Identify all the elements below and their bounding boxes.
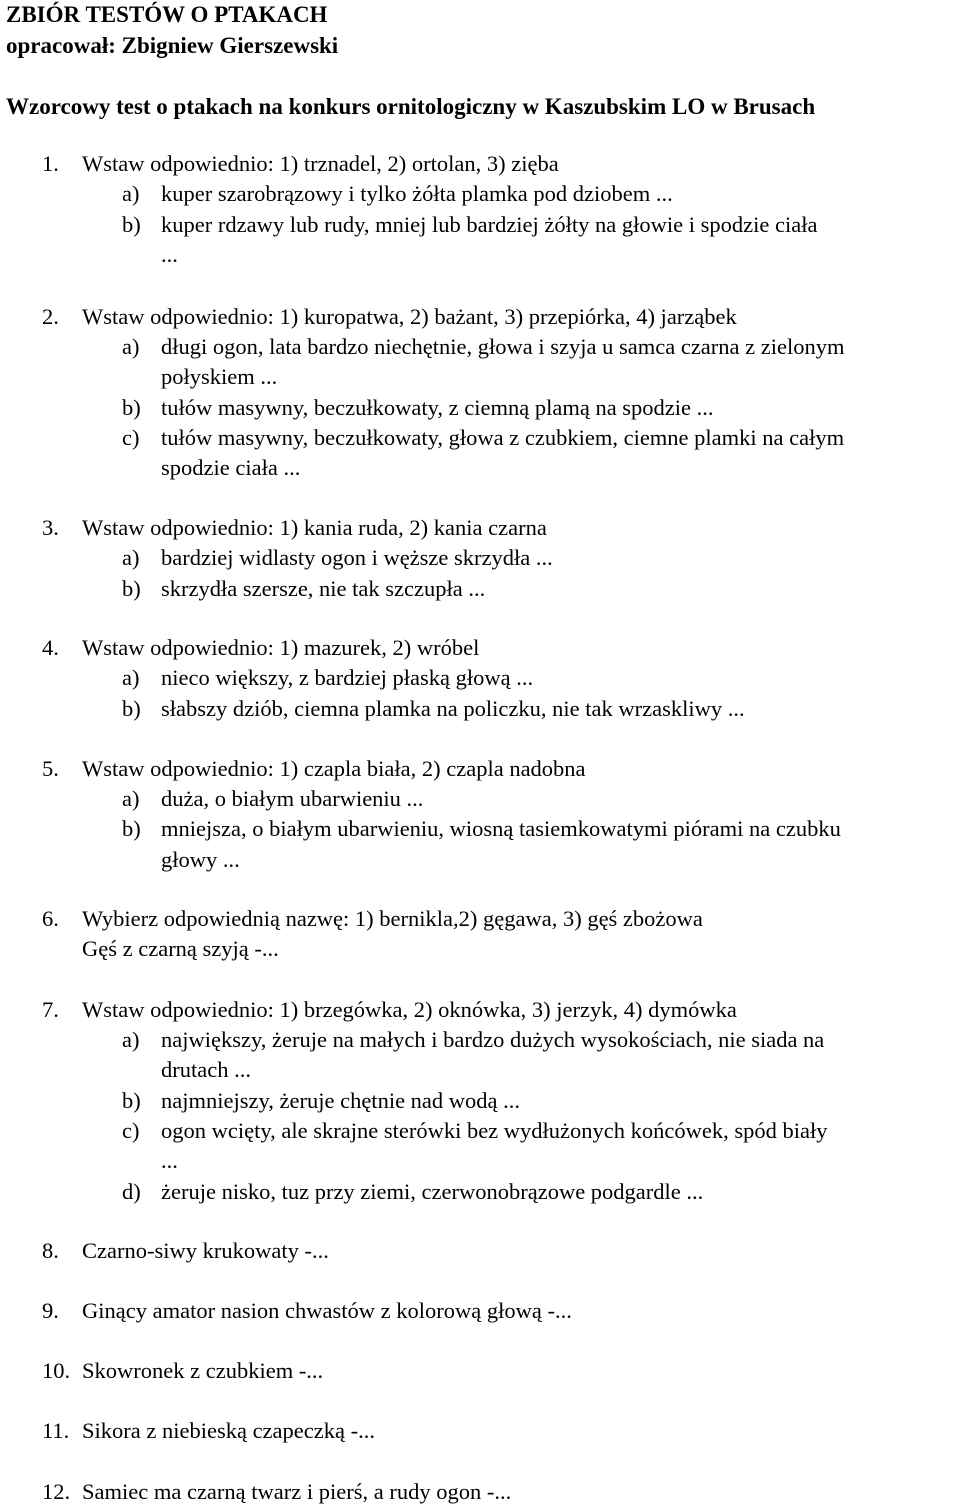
question-number: 7. — [42, 997, 59, 1022]
option-text: żeruje nisko, tuz przy ziemi, czerwonobrązowe podgardle ... — [161, 1179, 704, 1204]
option-label: a) — [122, 545, 140, 570]
option-label: d) — [122, 1179, 141, 1204]
option-text: bardziej widlasty ogon i węższe skrzydła ... — [161, 545, 553, 570]
option-label: a) — [122, 334, 140, 359]
question-number: 10. — [42, 1358, 71, 1383]
option-label: c) — [122, 1118, 140, 1143]
question-stem: Wstaw odpowiednio: 1) brzegówka, 2) oknówka, 3) jerzyk, 4) dymówka — [82, 997, 737, 1022]
question-number: 12. — [42, 1479, 71, 1504]
option-label: b) — [122, 395, 141, 420]
option-text: największy, żeruje na małych i bardzo dużych wysokościach, nie siada na — [161, 1027, 825, 1052]
doc-subtitle: Wzorcowy test o ptakach na konkurs ornitologiczny w Kaszubskim LO w Brusach — [6, 94, 816, 119]
question-number: 1. — [42, 151, 59, 176]
question-number: 6. — [42, 906, 59, 931]
question-stem: Ginący amator nasion chwastów z kolorową głową -... — [82, 1298, 572, 1323]
option-text: najmniejszy, żeruje chętnie nad wodą ... — [161, 1088, 521, 1113]
question-number: 8. — [42, 1238, 59, 1263]
option-text: drutach ... — [161, 1057, 251, 1082]
question-number: 9. — [42, 1298, 59, 1323]
option-label: b) — [122, 816, 141, 841]
question-stem: Skowronek z czubkiem -... — [82, 1358, 324, 1383]
option-label: b) — [122, 212, 141, 237]
option-text: nieco większy, z bardziej płaską głową ... — [161, 665, 534, 690]
option-label: b) — [122, 576, 141, 601]
option-label: b) — [122, 696, 141, 721]
option-text: tułów masywny, beczułkowaty, z ciemną plamą na spodzie ... — [161, 395, 714, 420]
question-stem: Wstaw odpowiednio: 1) trznadel, 2) ortolan, 3) zięba — [82, 151, 559, 176]
option-label: a) — [122, 665, 140, 690]
option-label: a) — [122, 181, 140, 206]
option-text: kuper szarobrązowy i tylko żółta plamka pod dziobem ... — [161, 181, 673, 206]
option-label: b) — [122, 1088, 141, 1113]
question-stem: Sikora z niebieską czapeczką -... — [82, 1418, 375, 1443]
option-text: mniejsza, o białym ubarwieniu, wiosną tasiemkowatymi piórami na czubku — [161, 816, 841, 841]
question-number: 4. — [42, 635, 59, 660]
option-text: ... — [161, 242, 178, 267]
question-number: 11. — [42, 1418, 70, 1443]
question-stem: Wybierz odpowiednią nazwę: 1) bernikla,2) gęgawa, 3) gęś zbożowa — [82, 906, 703, 931]
doc-title: ZBIÓR TESTÓW O PTAKACH — [6, 2, 328, 27]
option-text: duża, o białym ubarwieniu ... — [161, 786, 424, 811]
question-stem: Samiec ma czarną twarz i pierś, a rudy ogon -... — [82, 1479, 512, 1504]
option-text: połyskiem ... — [161, 364, 278, 389]
option-label: a) — [122, 1027, 140, 1052]
option-label: a) — [122, 786, 140, 811]
question-number: 2. — [42, 304, 59, 329]
question-stem: Wstaw odpowiednio: 1) czapla biała, 2) czapla nadobna — [82, 756, 586, 781]
option-text: spodzie ciała ... — [161, 455, 301, 480]
option-label: c) — [122, 425, 140, 450]
option-text: skrzydła szersze, nie tak szczupła ... — [161, 576, 486, 601]
question-number: 5. — [42, 756, 59, 781]
question-stem: Wstaw odpowiednio: 1) mazurek, 2) wróbel — [82, 635, 480, 660]
question-stem: Wstaw odpowiednio: 1) kuropatwa, 2) bażant, 3) przepiórka, 4) jarząbek — [82, 304, 737, 329]
option-text: tułów masywny, beczułkowaty, głowa z czubkiem, ciemne plamki na całym — [161, 425, 845, 450]
doc-author: opracował: Zbigniew Gierszewski — [6, 33, 339, 58]
option-text: ogon wcięty, ale skrajne sterówki bez wydłużonych końcówek, spód biały — [161, 1118, 828, 1143]
option-text: ... — [161, 1148, 178, 1173]
option-text: głowy ... — [161, 847, 240, 872]
option-text: słabszy dziób, ciemna plamka na policzku, nie tak wrzaskliwy ... — [161, 696, 745, 721]
question-prompt: Gęś z czarną szyją -... — [82, 936, 279, 961]
option-text: kuper rdzawy lub rudy, mniej lub bardziej żółty na głowie i spodzie ciała — [161, 212, 818, 237]
question-stem: Wstaw odpowiednio: 1) kania ruda, 2) kania czarna — [82, 515, 547, 540]
question-number: 3. — [42, 515, 59, 540]
option-text: długi ogon, lata bardzo niechętnie, głowa i szyja u samca czarna z zielonym — [161, 334, 845, 359]
question-stem: Czarno-siwy krukowaty -... — [82, 1238, 329, 1263]
